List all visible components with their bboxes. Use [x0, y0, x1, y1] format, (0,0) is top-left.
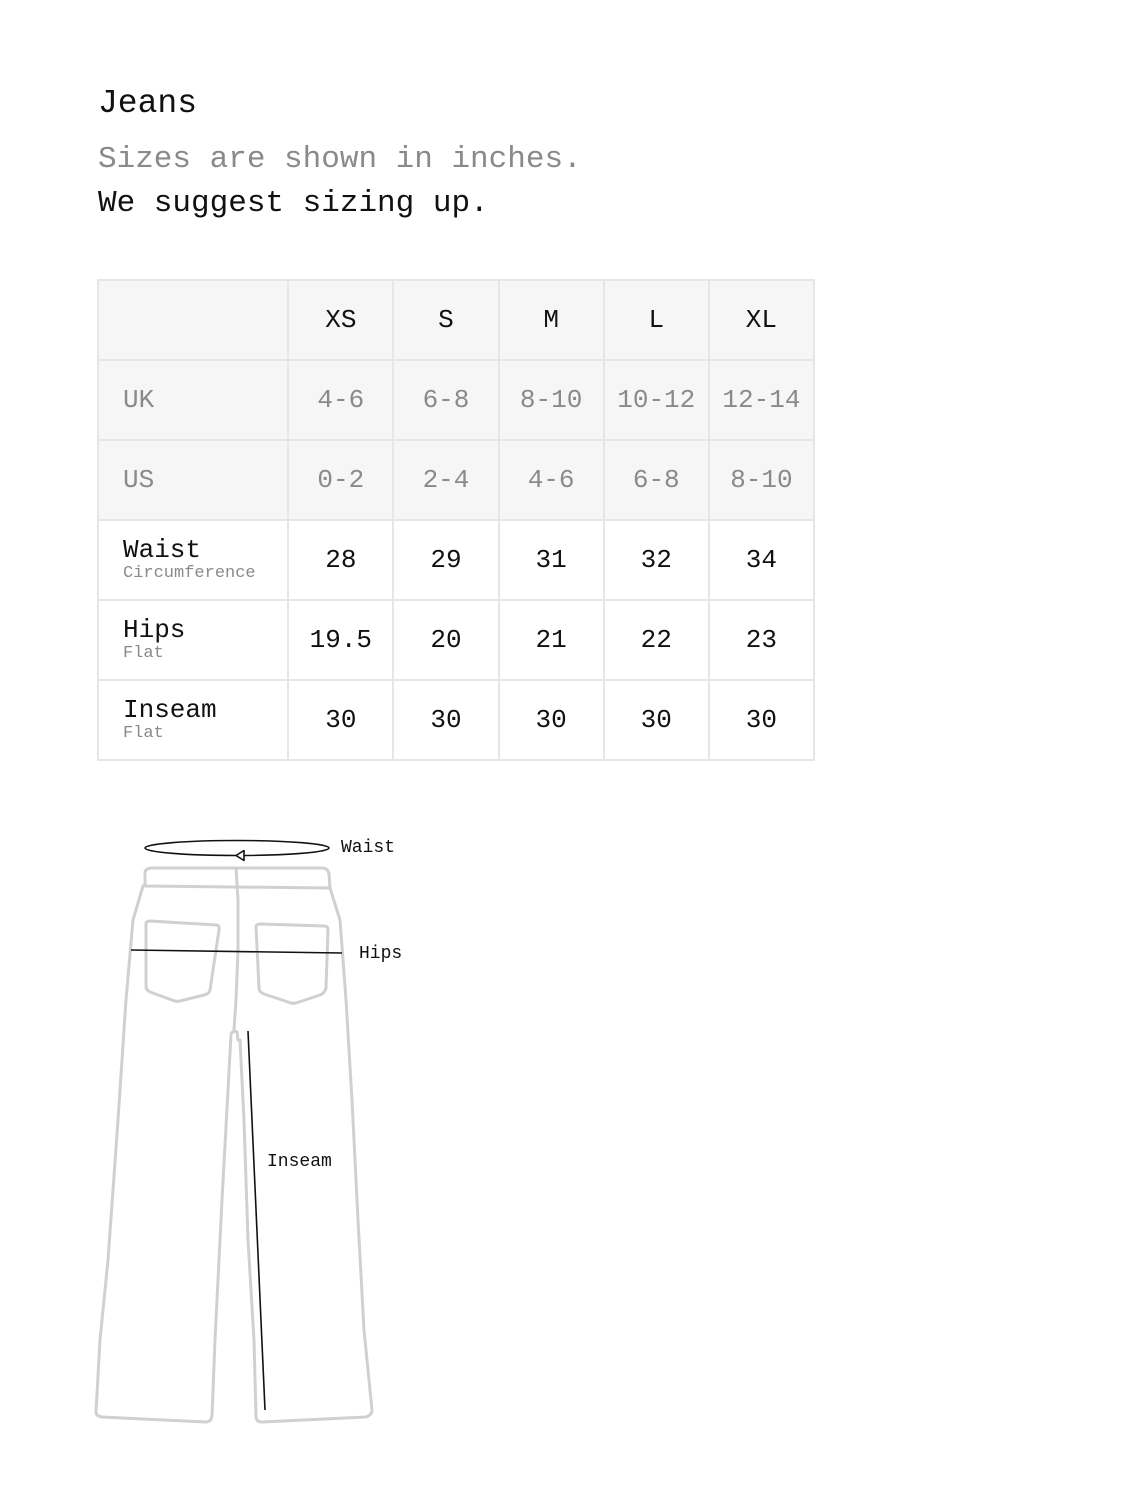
- measurement-sublabel: Flat: [123, 644, 164, 663]
- region-value: 2-4: [422, 465, 470, 495]
- waist-measure-ellipse: [145, 841, 329, 856]
- measurement-value: 30: [640, 705, 672, 735]
- measurement-value: 20: [430, 625, 462, 655]
- units-note: Sizes are shown in inches.: [98, 142, 582, 177]
- region-value: 4-6: [527, 465, 575, 495]
- measurement-value: 21: [535, 625, 567, 655]
- region-value: 6-8: [422, 385, 470, 415]
- measurement-value: 28: [325, 545, 357, 575]
- measurement-value: 22: [640, 625, 672, 655]
- region-value: 8-10: [519, 385, 583, 415]
- size-label: M: [543, 305, 559, 335]
- measurement-value: 34: [745, 545, 778, 575]
- region-value: 12-14: [722, 385, 801, 415]
- waist-diagram-label: Waist: [341, 838, 396, 858]
- measurement-value: 23: [745, 625, 778, 655]
- measurement-sublabel: Flat: [123, 724, 164, 743]
- measurement-value: 30: [745, 705, 778, 735]
- region-value: 4-6: [317, 385, 365, 415]
- measurement-value: 32: [640, 545, 672, 575]
- measurement-value: 30: [535, 705, 567, 735]
- size-label: L: [648, 305, 665, 335]
- region-value: 10-12: [617, 385, 696, 415]
- measurement-value: 30: [430, 705, 462, 735]
- region-value: 8-10: [730, 465, 793, 495]
- region-value: 0-2: [317, 465, 365, 495]
- measurement-label: Hips: [123, 615, 186, 645]
- inseam-diagram-label: Inseam: [267, 1152, 332, 1172]
- measurement-value: 29: [430, 545, 462, 575]
- region-label: US: [123, 465, 155, 495]
- measurement-value: 31: [535, 545, 567, 575]
- measurement-label: Waist: [123, 535, 202, 565]
- region-value: 6-8: [632, 465, 680, 495]
- measurement-label: Inseam: [123, 695, 217, 725]
- page-title: Jeans: [98, 85, 198, 122]
- measurement-value: 19.5: [309, 625, 373, 655]
- waist-arrow-icon: [236, 851, 244, 861]
- measurement-value: 30: [325, 705, 357, 735]
- size-label: S: [438, 305, 454, 335]
- measurement-sublabel: Circumference: [123, 564, 256, 583]
- sizing-advice: We suggest sizing up.: [98, 186, 489, 221]
- inseam-measure-line: [248, 1031, 265, 1410]
- hips-diagram-label: Hips: [359, 944, 403, 964]
- size-label: XL: [745, 305, 778, 335]
- size-label: XS: [325, 305, 357, 335]
- region-label: UK: [123, 385, 155, 415]
